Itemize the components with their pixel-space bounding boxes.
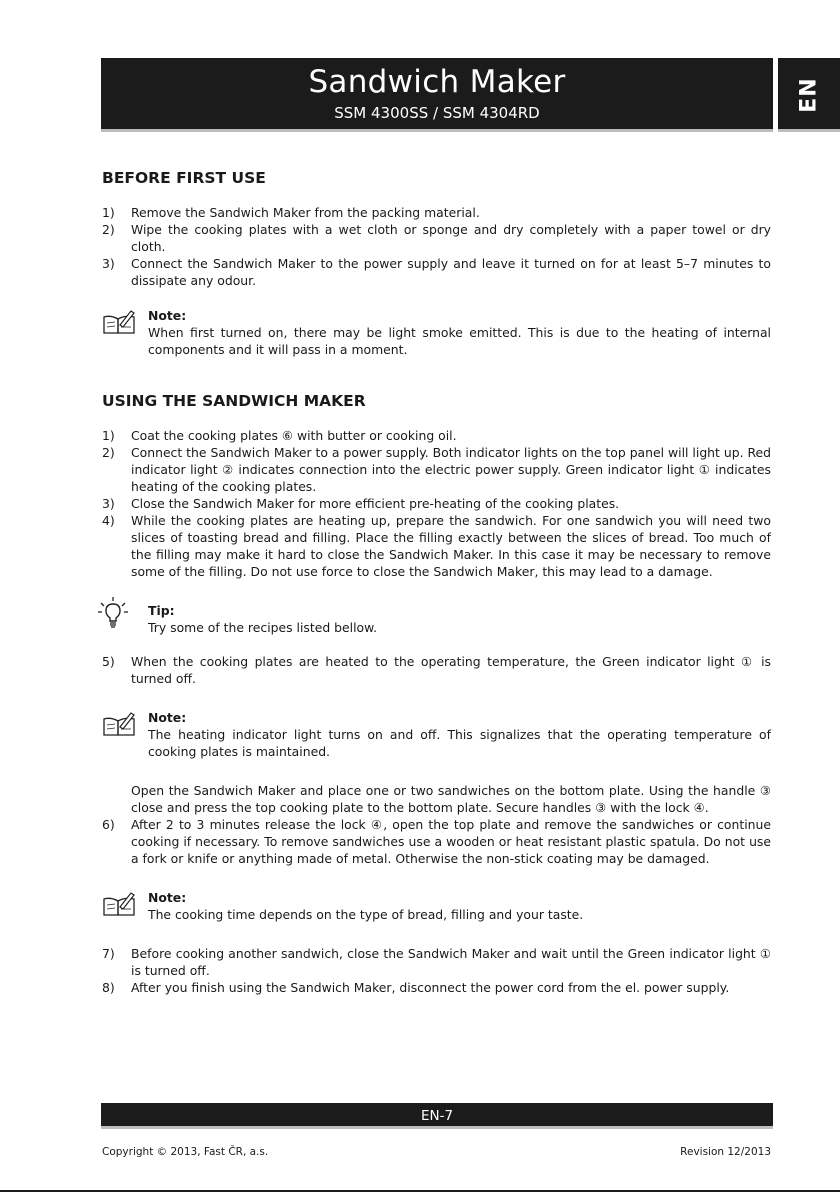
instruction-paragraph: Open the Sandwich Maker and place one or two sandwiches on the bottom plate. Using the handle ③ close and press the top cooking plate to the bottom plate. Secure handles ③ with the lock ④. xyxy=(131,783,771,815)
list-item xyxy=(102,204,771,221)
open-book-note-icon xyxy=(102,891,136,917)
lightbulb-tip-icon xyxy=(98,596,128,630)
item-text: Connect the Sandwich Maker to a power supply. Both indicator lights on the top panel will light up. Red indicator light ② indicates connection into the electric power supply. Green indicator light ① indicates heating of the cooking plates. xyxy=(131,445,771,494)
list-item xyxy=(102,221,771,255)
item-number: 8) xyxy=(102,980,115,995)
using-list-final xyxy=(102,945,771,996)
item-text: Wipe the cooking plates with a wet cloth or sponge and dry completely with a paper towel or dry cloth. xyxy=(131,222,771,254)
model-numbers: SSM 4300SS / SSM 4304RD xyxy=(334,104,540,122)
item-number: 1) xyxy=(102,205,115,220)
item-number: 1) xyxy=(102,428,115,443)
revision-text: Revision 12/2013 xyxy=(680,1146,771,1158)
item-number: 4) xyxy=(102,513,115,528)
page-header xyxy=(101,58,773,132)
item-number: 2) xyxy=(102,222,115,237)
using-list-continued xyxy=(102,653,771,687)
item-text: While the cooking plates are heating up, prepare the sandwich. For one sandwich you will need two slices of toasting bread and filling. Place the filling exactly between the slices of bread. Too much of the filling may make it hard to close the Sandwich Maker. In this case it may be necessary to remove some of the filling. Do not use force to close the Sandwich Maker, this may lead to a damage. xyxy=(131,513,771,579)
item-number: 3) xyxy=(102,496,115,511)
item-text: Connect the Sandwich Maker to the power supply and leave it turned on for at least 5–7 minutes to dissipate any odour. xyxy=(131,256,771,288)
tip-text: Try some of the recipes listed bellow. xyxy=(148,620,378,635)
item-text: Before cooking another sandwich, close the Sandwich Maker and wait until the Green indicator light ① is turned off. xyxy=(131,946,771,978)
tip-block xyxy=(102,602,771,636)
note-label: Note: xyxy=(148,710,187,725)
item-number: 3) xyxy=(102,256,115,271)
item-number: 5) xyxy=(102,654,115,669)
tip-label: Tip: xyxy=(148,603,175,618)
list-item xyxy=(102,945,771,979)
item-number: 6) xyxy=(102,817,115,832)
using-list-step6 xyxy=(102,816,771,867)
item-text: After 2 to 3 minutes release the lock ④, open the top plate and remove the sandwiches or continue cooking if necessary. To remove sandwiches use a wooden or heat resistant plastic spatula. Do not use a fork or knife or anything made of metal. Otherwise the non-stick coating may be damaged. xyxy=(131,817,771,866)
item-text: Close the Sandwich Maker for more efficient pre-heating of the cooking plates. xyxy=(131,496,620,511)
list-item xyxy=(102,495,771,512)
section-heading-using: USING THE SANDWICH MAKER xyxy=(102,392,366,410)
list-item xyxy=(102,512,771,580)
item-text: Remove the Sandwich Maker from the packing material. xyxy=(131,205,480,220)
note-text: When first turned on, there may be light smoke emitted. This is due to the heating of internal components and it will pass in a moment. xyxy=(148,325,771,357)
item-number: 2) xyxy=(102,445,115,460)
note-label: Note: xyxy=(148,308,187,323)
language-label: EN xyxy=(796,77,822,113)
copyright-text: Copyright © 2013, Fast ČR, a.s. xyxy=(102,1146,269,1158)
list-item xyxy=(102,444,771,495)
item-number: 7) xyxy=(102,946,115,961)
list-item xyxy=(102,979,771,996)
list-item xyxy=(102,427,771,444)
document-title: Sandwich Maker xyxy=(308,64,566,100)
page-number: EN-7 xyxy=(420,1108,454,1124)
note-text: The heating indicator light turns on and off. This signalizes that the operating temperature of cooking plates is maintained. xyxy=(148,727,771,759)
before-first-use-list xyxy=(102,204,771,289)
item-text: When the cooking plates are heated to the operating temperature, the Green indicator light ① is turned off. xyxy=(131,654,771,686)
open-book-note-icon xyxy=(102,711,136,737)
note-block xyxy=(102,889,771,923)
list-item xyxy=(102,653,771,687)
page-number-bar xyxy=(101,1103,773,1129)
section-heading-before-first-use: BEFORE FIRST USE xyxy=(102,169,266,187)
list-item xyxy=(102,255,771,289)
note-text: The cooking time depends on the type of bread, filling and your taste. xyxy=(148,907,584,922)
note-block xyxy=(102,307,771,358)
using-list xyxy=(102,427,771,580)
list-item xyxy=(102,816,771,867)
open-book-note-icon xyxy=(102,309,136,335)
language-tab xyxy=(778,58,840,132)
note-block xyxy=(102,709,771,760)
note-label: Note: xyxy=(148,890,187,905)
manual-content xyxy=(102,168,771,996)
item-text: After you finish using the Sandwich Maker, disconnect the power cord from the el. power supply. xyxy=(131,980,730,995)
item-text: Coat the cooking plates ⑥ with butter or cooking oil. xyxy=(131,428,457,443)
